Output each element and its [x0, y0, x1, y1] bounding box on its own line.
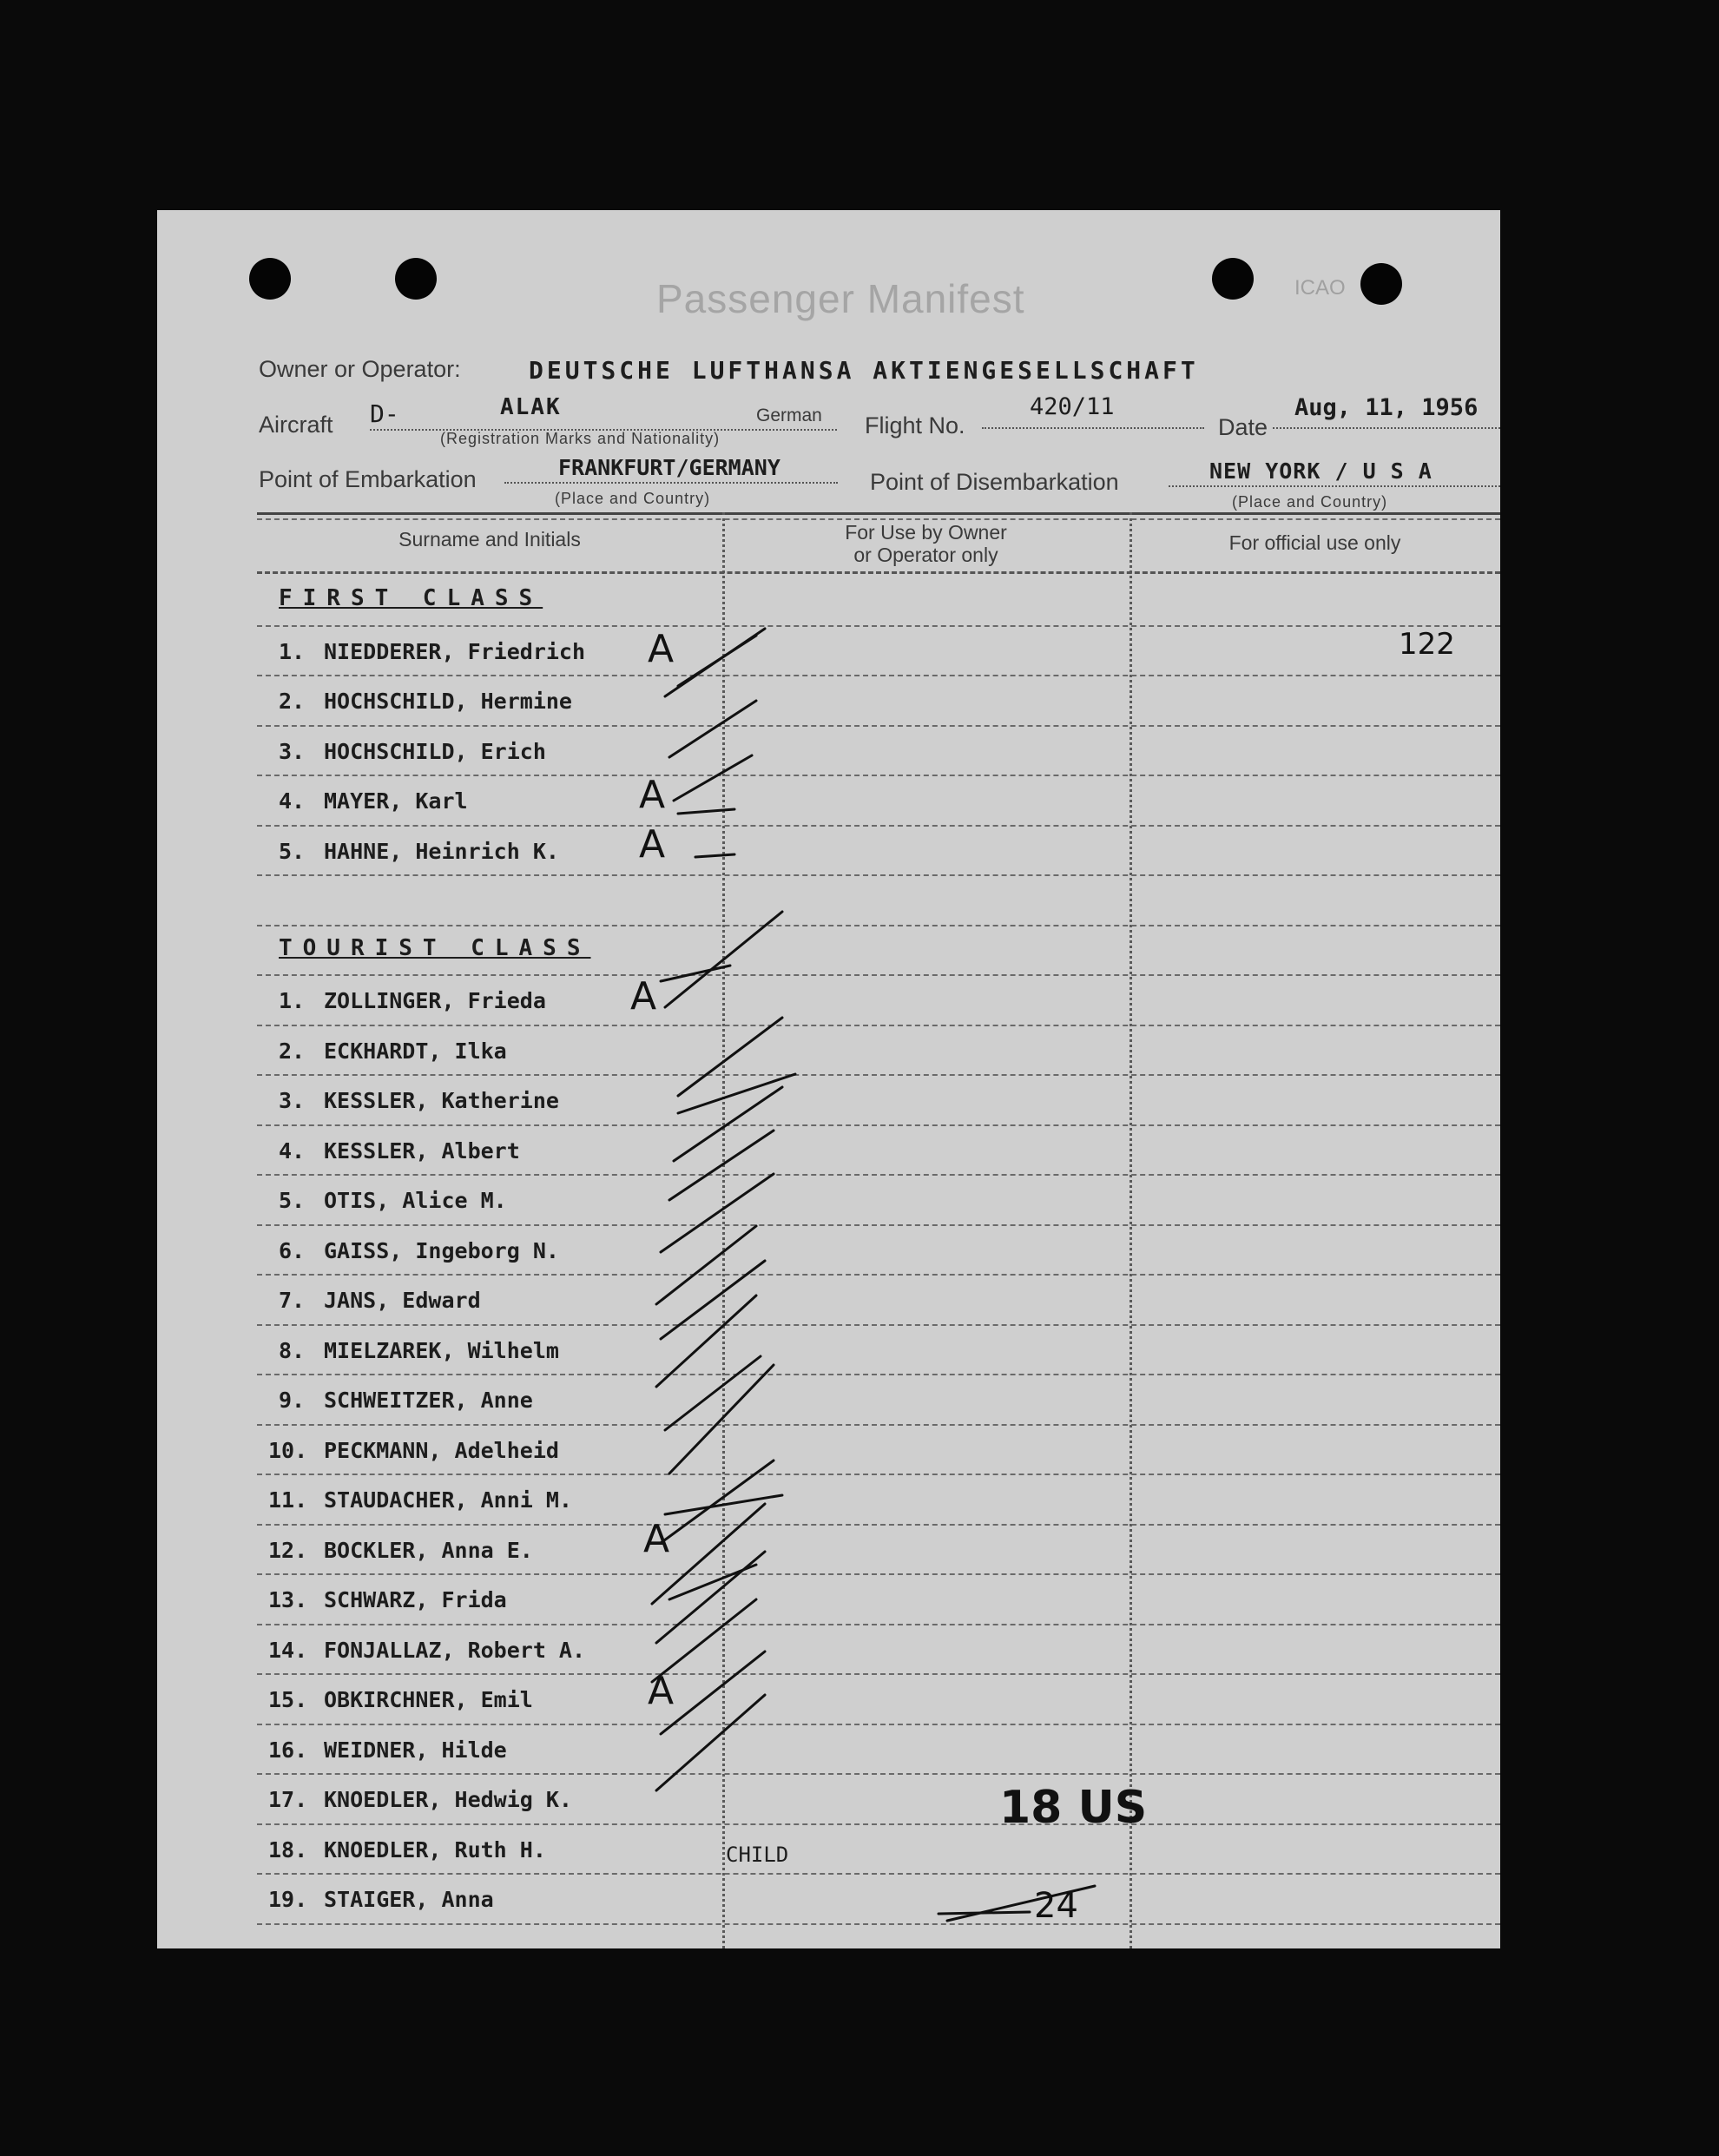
header-owner-line1: For Use by Owner — [845, 521, 1007, 544]
official-number: 122 — [1399, 627, 1455, 662]
passenger-name: ECKHARDT, Ilka — [324, 1038, 507, 1064]
form-reference: ICAO — [1294, 276, 1346, 300]
passenger-number: 19. — [268, 1887, 308, 1912]
passenger-number: 18. — [268, 1836, 308, 1863]
hand-mark-a: A — [639, 822, 666, 867]
aircraft-registration: ALAK — [500, 394, 562, 420]
passenger-name: HAHNE, Heinrich K. — [324, 838, 559, 864]
passenger-number: 2. — [279, 689, 306, 714]
header-official-use: For official use only — [1228, 531, 1401, 554]
passenger-number: 5. — [279, 1188, 306, 1213]
date-label: Date — [1218, 414, 1268, 440]
passenger-name: KESSLER, Albert — [324, 1137, 520, 1164]
passenger-number: 16. — [268, 1737, 308, 1763]
aircraft-label: Aircraft — [259, 412, 333, 438]
passenger-number: 1. — [279, 638, 306, 664]
date-value: Aug, 11, 1956 — [1294, 394, 1479, 421]
passenger-number: 9. — [279, 1388, 306, 1413]
passenger-number: 2. — [279, 1038, 306, 1064]
passenger-name: JANS, Edward — [324, 1288, 481, 1313]
passenger-number: 6. — [279, 1237, 306, 1263]
passenger-number: 3. — [279, 1088, 306, 1113]
flight-label: Flight No. — [865, 412, 965, 438]
passenger-number: 7. — [279, 1288, 306, 1313]
passenger-name: WEIDNER, Hilde — [324, 1737, 507, 1763]
hand-mark-a: A — [643, 1517, 670, 1561]
header-owner-line2: or Operator only — [853, 544, 998, 566]
passenger-name: SCHWEITZER, Anne — [324, 1388, 533, 1413]
disembarkation-label: Point of Disembarkation — [870, 469, 1119, 495]
header-surname: Surname and Initials — [398, 528, 581, 551]
passenger-number: 3. — [279, 738, 306, 764]
disembarkation-value: NEW YORK / U S A — [1209, 458, 1432, 484]
passenger-name: MIELZAREK, Wilhelm — [324, 1337, 559, 1363]
aircraft-prefix: D- — [370, 399, 399, 428]
passenger-number: 13. — [268, 1587, 308, 1612]
passenger-number: 17. — [268, 1787, 308, 1812]
section-title: FIRST CLASS — [279, 585, 543, 611]
passenger-number: 14. — [268, 1637, 308, 1663]
hand-mark-a: A — [648, 627, 675, 671]
handwritten-check-marks — [157, 210, 1500, 1948]
passenger-name: HOCHSCHILD, Erich — [324, 738, 546, 764]
passenger-name: HOCHSCHILD, Hermine — [324, 689, 572, 714]
passenger-number: 1. — [279, 988, 306, 1013]
passenger-number: 4. — [279, 1137, 306, 1164]
manifest-page — [157, 210, 1500, 1948]
flight-number: 420/11 — [1030, 393, 1115, 420]
owner-label: Owner or Operator: — [259, 356, 461, 382]
embarkation-value: FRANKFURT/GERMANY — [558, 455, 780, 480]
passenger-number: 4. — [279, 788, 306, 814]
passenger-number: 8. — [279, 1337, 306, 1363]
section-title: TOURIST CLASS — [279, 934, 591, 961]
passenger-name: PECKMANN, Adelheid — [324, 1437, 559, 1463]
passenger-name: NIEDDERER, Friedrich — [324, 638, 586, 664]
passenger-name: FONJALLAZ, Robert A. — [324, 1637, 586, 1663]
aircraft-sublabel: (Registration Marks and Nationality) — [440, 430, 721, 447]
passenger-name: OBKIRCHNER, Emil — [324, 1687, 533, 1712]
passenger-name: SCHWARZ, Frida — [324, 1587, 507, 1612]
hand-mark-a: A — [639, 773, 666, 817]
passenger-name: BOCKLER, Anna E. — [324, 1537, 533, 1563]
passenger-name: STAUDACHER, Anni M. — [324, 1487, 572, 1513]
passenger-name: OTIS, Alice M. — [324, 1188, 507, 1213]
passenger-number: 10. — [268, 1437, 308, 1463]
hand-mark-a: A — [630, 974, 657, 1019]
passenger-number: 15. — [268, 1687, 308, 1712]
embarkation-sublabel: (Place and Country) — [555, 490, 711, 507]
hand-mark-a: A — [648, 1669, 675, 1713]
aircraft-nationality: German — [756, 405, 822, 425]
form-title: Passenger Manifest — [656, 276, 1025, 321]
passenger-name: ZOLLINGER, Frieda — [324, 988, 546, 1013]
passenger-number: 11. — [268, 1487, 308, 1513]
passenger-name: KESSLER, Katherine — [324, 1088, 559, 1113]
passenger-name: KNOEDLER, Ruth H. — [324, 1836, 546, 1863]
hand-note-count: 18 US — [999, 1782, 1148, 1834]
passenger-name: MAYER, Karl — [324, 788, 468, 814]
passenger-number: 12. — [268, 1537, 308, 1563]
child-note: CHILD — [726, 1843, 789, 1867]
passenger-name: KNOEDLER, Hedwig K. — [324, 1787, 572, 1812]
owner-value: DEUTSCHE LUFTHANSA AKTIENGESELLSCHAFT — [529, 356, 1199, 385]
passenger-name: STAIGER, Anna — [324, 1887, 494, 1912]
passenger-name: GAISS, Ingeborg N. — [324, 1237, 559, 1263]
passenger-number: 5. — [279, 838, 306, 864]
disembarkation-sublabel: (Place and Country) — [1232, 493, 1388, 511]
hand-note-count-secondary: 24 — [1034, 1886, 1078, 1926]
embarkation-label: Point of Embarkation — [259, 466, 477, 492]
